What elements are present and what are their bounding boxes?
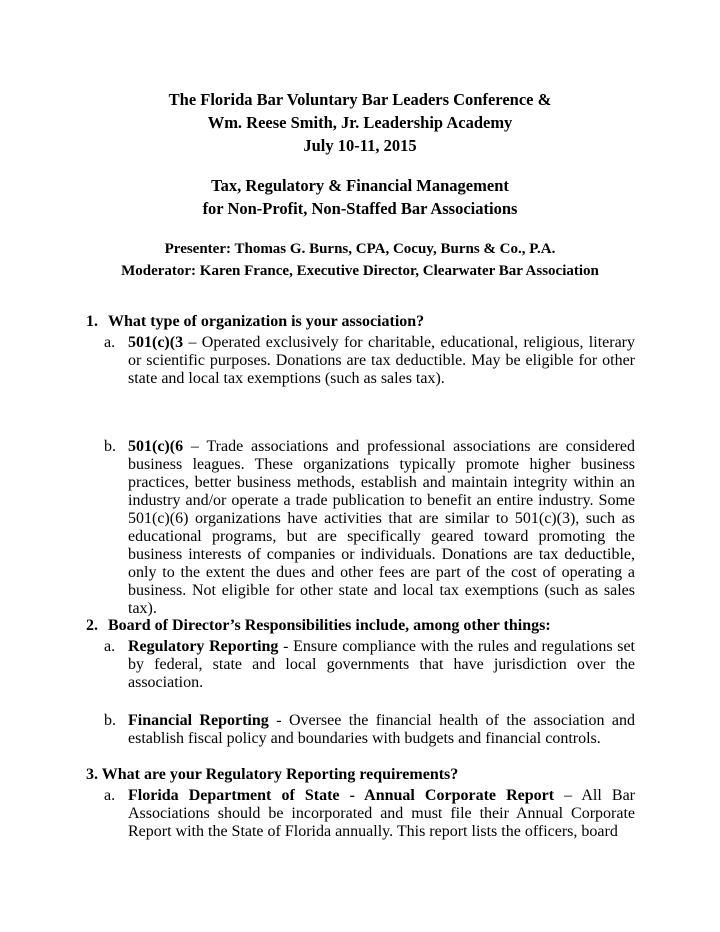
conference-name: The Florida Bar Voluntary Bar Leaders Conference & [168,90,552,109]
item-text [128,787,635,841]
item-text [128,334,635,388]
session-subtitle: for Non-Profit, Non-Staffed Bar Associations [202,199,518,218]
section-heading-text: What type of organization is your association? [108,313,425,330]
item-text [128,438,635,618]
item-letter: b. [104,712,116,729]
item-text [128,638,635,692]
presenter-block [0,238,720,282]
item-description: - Ensure compliance with the rules and regulations set by federal, state and local governments that have jurisdiction over the association. [128,638,636,691]
item-term: Florida Department of State - Annual Corporate Report [128,787,555,804]
section-number: 1. [86,313,98,330]
moderator-line: Moderator: Karen France, Executive Director, Clearwater Bar Association [121,263,599,279]
item-description: – All Bar Associations should be incorporated and must file their Annual Corporate Report with the State of Florida annually. This report lists the officers, board [128,787,636,840]
section-2-heading [86,617,551,635]
item-letter: a. [104,334,116,351]
item-description: – Trade associations and professional associations are considered business leagues. These organizations typically promote higher business practices, better business methods, establish and maintain integrity within an industry and/or operate a trade publication to benefit an entire industry. Some 501(c)(6) organizations have activities that are similar to 501(c)(3), such as educational programs, but are specifically geared toward promoting the business interests of companies or individuals. Donations are tax deductible, only to the extent the dues and other fees are part of the cost of operating a business. Not eligible for other state and local tax exemptions (such as sales tax). [128,438,635,617]
document-title [0,88,720,220]
section-number: 3. [86,766,98,783]
section-1-heading [86,313,424,331]
list-item [104,638,635,692]
item-description: – Operated exclusively for charitable, educational, religious, literary or scientific purposes. Donations are tax deductible. May be eligible for other state and local tax exemptions (such as sales tax). [128,334,635,387]
item-letter: b. [104,438,116,455]
section-3-heading [86,766,458,784]
session-title: Tax, Regulatory & Financial Management [211,176,509,195]
list-item [104,712,635,748]
item-term: 501(c)(6 [128,438,184,455]
item-term: 501(c)(3 [128,334,184,351]
list-item [104,334,635,388]
item-text [128,712,635,748]
item-term: Regulatory Reporting [128,638,279,655]
item-letter: a. [104,787,116,804]
section-heading-text: Board of Director’s Responsibilities include, among other things: [108,617,551,634]
section-heading-text: What are your Regulatory Reporting requirements? [101,766,459,783]
item-description: - Oversee the financial health of the association and establish fiscal policy and boundaries with budgets and financial controls. [128,712,635,747]
academy-name: Wm. Reese Smith, Jr. Leadership Academy [207,113,513,132]
presenter-line: Presenter: Thomas G. Burns, CPA, Cocuy, Burns & Co., P.A. [164,241,556,257]
item-letter: a. [104,638,116,655]
item-term: Financial Reporting [128,712,269,729]
event-date: July 10-11, 2015 [303,136,417,155]
section-number: 2. [86,617,98,634]
list-item [104,438,635,618]
list-item [104,787,635,841]
